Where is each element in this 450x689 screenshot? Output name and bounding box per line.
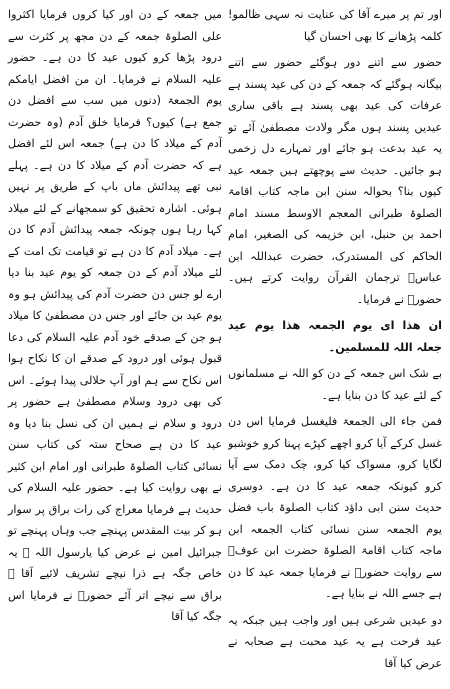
hadith-arabic: ان ھذا ای یوم الجمعہ ھذا یوم عید جعلہ اللہ للمسلمین۔ [228,319,442,354]
paragraph-body: حضور سے اتنے دور ہوگئے حضور سے اتنے بیگانہ ہوگئے کہ جمعہ کے دن کی عید پسند ہے عرفات کی عید بھی پسند ہے باقی ساری عیدیں پسند ہوں مگر ولادت مصطفیٰ آئے تو یہ عید بدعت ہو جائے اور تمہارے دل زخمی ہو جائیں۔ حدیث سے پوچھتے ہیں جمعہ عید کیوں بنا؟ بحوالہ سنن ابن ماجہ کتاب اقامۃ الصلوۃ طبرانی المعجم الاوسط مسند امام احمد بن حنبل، ابن خزیمہ کی الصغیر، امام الحاکم کی المستدرک، حضرت عبداللہ ابن عباسؓ ترجمان القرآن روایت کرتے ہیں۔ حضورؐ نے فرمایا۔ [228,56,442,306]
paragraph-body-left: میں جمعہ کے دن اور کیا کروں فرمایا اکثروا علی الصلوۃ جمعہ کے دن مجھ پر کثرت سے درود پڑھا کرو کیوں عید کا دن ہے۔ حضور علیہ السلام نے فرمایا۔ ان من افضل ایامکم یوم الجمعۃ (دنوں میں سب سے افضل دن جمع ہے) کیوں؟ فرمایا خلق آدم (وہ حضرت آدم کے میلاد کا دن ہے) جمعہ اس لئے افضل ہے کہ حضرت آدم کے میلاد کا دن ہے۔ پہلے نبی تھے پیدائش ماں باپ کے طریق پر نہیں ہوئی۔ اشارہ تحقیق کو سمجھانے کے لئے میلاد کہا رہا ہوں چونکہ جمعہ پیدائش آدم کا دن ہے۔ میلاد آدم کا دن ہے تو قیامت تک امت کے لئے میلاد آدم کے دن جمعہ کو یوم عید بنا دیا ارے لو جس دن حضرت آدم کی پیدائش ہو وہ یوم عید بن جائے اور جس دن مصطفیٰ کا میلاد ہو جن کے صدقے خود آدم علیہ السلام کی دعا قبول ہوئی اور درود کے صدقے ان کا نکاح ہوا اس نکاح سے ہم اور آپ حلالی پیدا ہوئے۔ اس کی بھی درود وسلام مصطفیٰ ہے حضور پر درود و سلام نے ہمیں ان کی نسل بنا دیا وہ عید کا دن ہے صحاح ستہ کی کتاب سنن نسائی کتاب الصلوۃ طبرانی اور امام ابن کثیر نے بھی روایت کیا ہے۔ حضور علیہ السلام کی حدیث ہے فرمایا معراج کی رات براق پر سوار ہو کر بیت المقدس پہنچے جب وہاں پہنچے تو جبرائیل امین نے عرض کیا یارسول اللہ ﷺ یہ خاص جگہ ہے ذرا نیچے تشریف لائیے آقا ؐ براق سے نیچے اتر آئے حضورؐ نے فرمایا اس جگہ کیا آقا [8,8,222,623]
column-divider [224,4,225,684]
paragraph-hadith: فمن جاء الی الجمعۃ فلیغسل فرمایا اس دن غسل کرکے آیا کرو اچھے کپڑے پہنا کرو خوشبو لگایا کرو، مسواک کیا کرو، چک دمک سے آیا کرو کیونکہ جمعہ عید کا دن ہے۔ دوسری حدیث سنن ابی داؤد کتاب الصلوۃ باب فضل یوم الجمعہ سنن نسائی کتاب الجمعہ ابن ماجہ کتاب اقامۃ الصلوۃ حضرت ابن عوفؓ سے روایت حضورؐ نے فرمایا جمعہ عید کا دن ہے جسے اللہ نے بنایا ہے۔ [228,415,442,600]
paragraph-closing: دو عیدیں شرعی ہیں اور واجب ہیں جبکہ یہ عید فرحت ہے یہ عید محبت ہے صحابہ نے عرض کیا آقا [228,613,442,670]
paragraph-poetry: اور تم پر میرے آقا کی عنایت نہ سہی ظالمو! کلمہ پڑھانے کا بھی احسان گیا [228,8,442,43]
right-column [228,4,444,687]
left-column [6,4,222,687]
paragraph-translation: بے شک اس جمعہ کے دن کو اللہ نے مسلمانوں کے لئے عید کا دن بنایا ہے۔ [228,367,442,402]
